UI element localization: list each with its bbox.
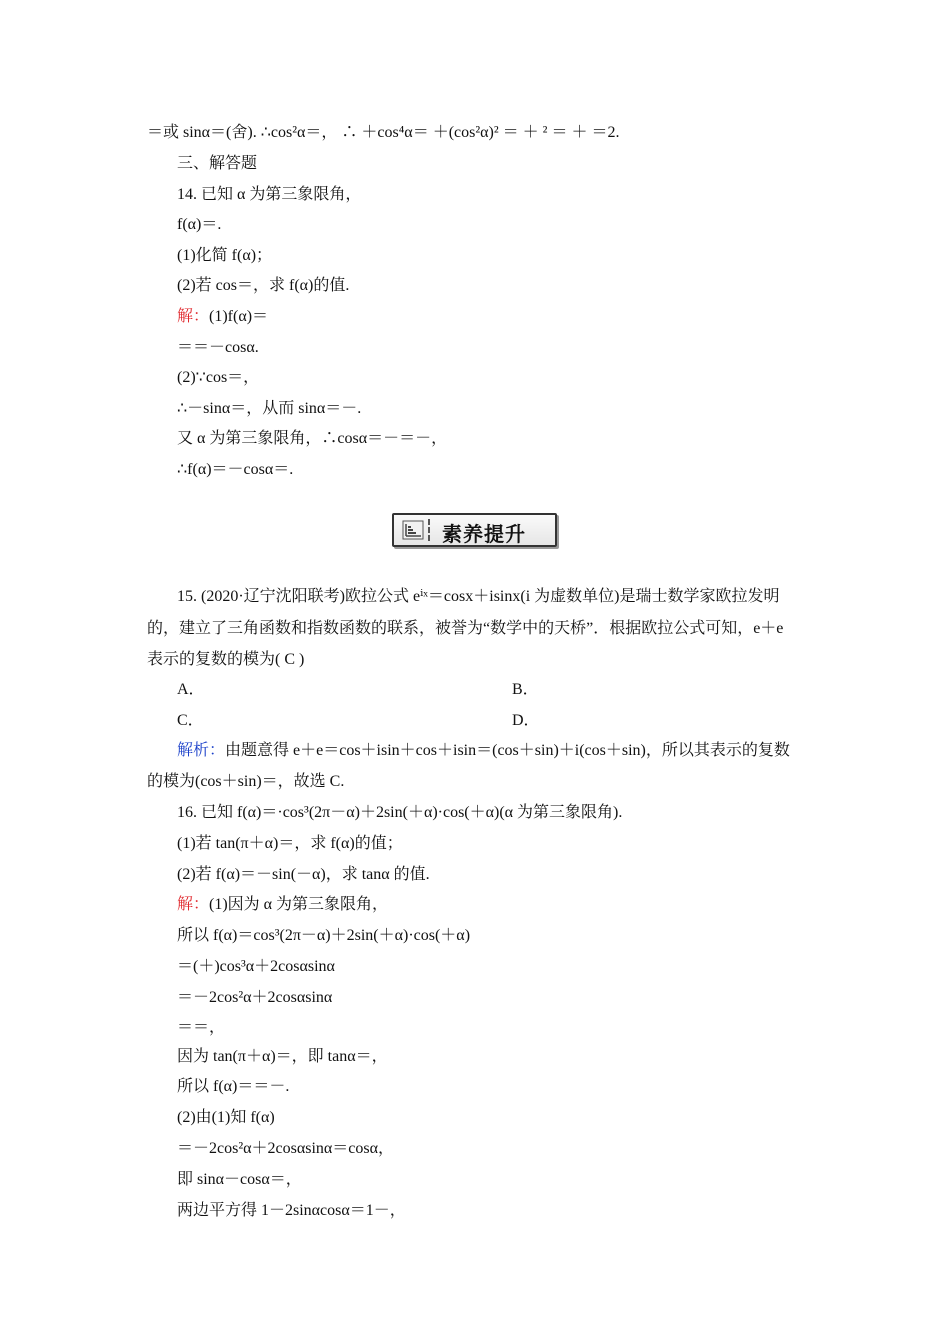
q15-line: 的，建立了三角函数和指数函数的联系，被誉为“数学中的天桥”．根据欧拉公式可知，e＋e	[147, 620, 784, 637]
q16-solution-line: ＝－2cos²α＋2cosαsinα＝cosα，	[177, 1140, 394, 1157]
q15-line: 表示的复数的模为( C )	[147, 651, 305, 668]
q15-analysis-line	[177, 741, 790, 761]
analysis-text: 由题意得 e＋e＝cos＋isin＋cos＋isin＝(cos＋sin)＋i(cos＋sin)，所以其表示的复数	[225, 742, 790, 759]
q16-solution-line: (2)由(1)知 f(α)	[177, 1109, 275, 1126]
section-heading: 三、解答题	[177, 155, 258, 172]
q14-solution-line: ∴f(α)＝－cosα＝.	[177, 461, 294, 478]
solution-label: 解：	[177, 896, 210, 913]
q16-solution-line: ＝(＋)cos³α＋2cosαsinα	[177, 958, 335, 975]
q14-solution-line: ∴－sinα＝，从而 sinα＝－.	[177, 400, 362, 417]
banner-divider	[428, 519, 432, 541]
q16-stem: 16. 已知 f(α)＝·cos³(2π－α)＋2sin(＋α)·cos(＋α)(α 为第三象限角).	[177, 804, 623, 821]
q16-solution-line: 即 sinα－cosα＝，	[177, 1171, 302, 1188]
q14-stem: 14. 已知 α 为第三象限角，	[177, 186, 362, 203]
q16-solution-line: ＝－2cos²α＋2cosαsinα	[177, 989, 333, 1006]
analysis-label: 解析：	[177, 742, 226, 759]
q16-solution-line	[177, 895, 388, 915]
q14-function: f(α)＝.	[177, 216, 222, 233]
q14-solution-line: 又 α 为第三象限角，∴cosα＝－＝－，	[177, 430, 448, 447]
section-banner	[392, 513, 557, 547]
q16-part1: (1)若 tan(π＋α)＝，求 f(α)的值；	[177, 835, 403, 852]
q16-solution-line: 两边平方得 1－2sinαcosα＝1－，	[177, 1202, 406, 1219]
q14-part1: (1)化简 f(α)；	[177, 247, 273, 264]
q16-solution-line: ＝＝，	[177, 1019, 226, 1036]
q14-solution-line: ＝＝－cosα.	[177, 339, 259, 356]
q15-analysis-line: 的模为(cos＋sin)＝，故选 C.	[147, 773, 345, 790]
solution-label: 解：	[177, 308, 210, 325]
text-line: ＝或 sinα＝(舍). ∴cos²α＝， ∴ ＋cos⁴α＝ ＋(cos²α)² ＝ ＋ ² ＝ ＋ ＝2.	[147, 124, 620, 141]
q16-solution-line: 因为 tan(π＋α)＝，即 tanα＝，	[177, 1048, 388, 1065]
bar-chart-icon	[402, 520, 424, 540]
option-c: C．	[177, 712, 204, 729]
solution-text: (1)f(α)＝	[209, 308, 269, 325]
q15-line: 15. (2020·辽宁沈阳联考)欧拉公式 eⁱˣ＝cosx＋isinx(i 为虚数单位)是瑞士数学家欧拉发明	[177, 588, 780, 605]
option-d: D．	[512, 712, 540, 729]
option-b: B．	[512, 681, 539, 698]
q14-part2: (2)若 cos＝，求 f(α)的值.	[177, 277, 350, 294]
q16-part2: (2)若 f(α)＝－sin(－α)，求 tanα 的值.	[177, 866, 430, 883]
q16-solution-line: 所以 f(α)＝＝－.	[177, 1078, 290, 1095]
q16-solution-line: 所以 f(α)＝cos³(2π－α)＋2sin(＋α)·cos(＋α)	[177, 927, 471, 944]
solution-text: (1)因为 α 为第三象限角，	[209, 896, 389, 913]
banner-title: 素养提升	[442, 522, 526, 546]
option-a: A．	[177, 681, 205, 698]
q14-solution-line: (2)∵cos＝，	[177, 369, 260, 386]
q14-solution-line	[177, 307, 268, 327]
